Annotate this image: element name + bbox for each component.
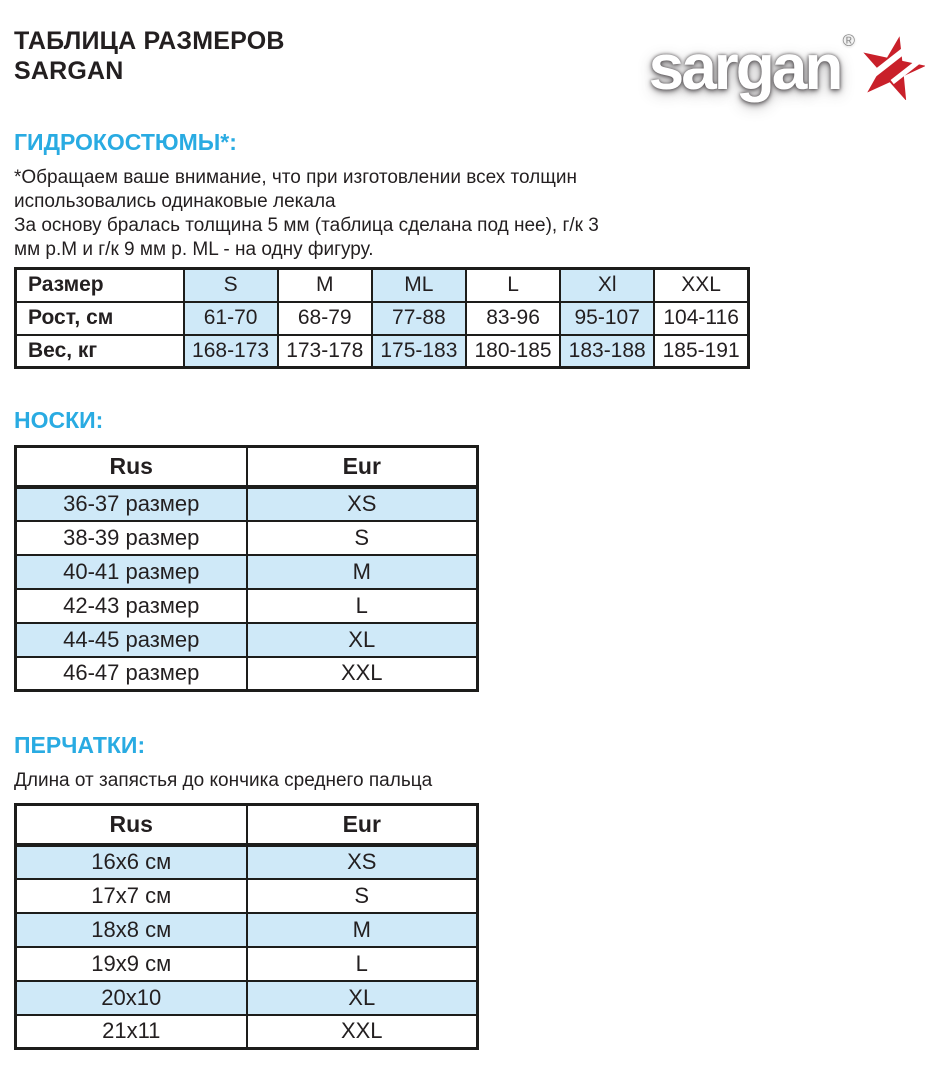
section-heading-socks: НОСКИ:	[14, 407, 104, 433]
row-label-cell: Рост, см	[16, 302, 184, 335]
page-title-line-1: ТАБЛИЦА РАЗМЕРОВ	[14, 27, 285, 55]
column-header-cell: M	[278, 269, 372, 302]
wetsuits-note-line: использовались одинаковые лекала	[14, 191, 336, 212]
table-cell: XL	[247, 981, 478, 1015]
column-header-cell: Xl	[560, 269, 654, 302]
table-cell: 40-41 размер	[16, 555, 247, 589]
table-row	[16, 657, 478, 691]
table-cell: 77-88	[372, 302, 466, 335]
wetsuits-note-line: *Обращаем ваше внимание, что при изготовлении всех толщин	[14, 167, 577, 188]
table-cell: 38-39 размер	[16, 521, 247, 555]
column-header-cell: ML	[372, 269, 466, 302]
table-cell: 180-185	[466, 335, 560, 368]
table-cell: 36-37 размер	[16, 487, 247, 521]
table-cell: 16х6 см	[16, 845, 247, 879]
table-cell: 183-188	[560, 335, 654, 368]
column-header-cell: Eur	[247, 447, 478, 487]
table-cell: 18х8 см	[16, 913, 247, 947]
table-row	[16, 981, 478, 1015]
table-cell: 168-173	[184, 335, 278, 368]
column-header-cell: S	[184, 269, 278, 302]
column-header-cell: L	[466, 269, 560, 302]
section-heading-wetsuits: ГИДРОКОСТЮМЫ*:	[14, 129, 237, 155]
table-cell: 173-178	[278, 335, 372, 368]
table-cell: L	[247, 589, 478, 623]
table-row	[16, 335, 749, 368]
column-header-cell: Rus	[16, 447, 247, 487]
table-cell: S	[247, 879, 478, 913]
table-cell: XXL	[247, 657, 478, 691]
sargan-logo	[649, 22, 925, 112]
table-row	[16, 623, 478, 657]
sargan-logo-wordmark: sargan	[648, 31, 841, 103]
wetsuits-note	[14, 166, 951, 262]
wetsuits-size-table	[14, 267, 750, 369]
table-cell: 83-96	[466, 302, 560, 335]
table-row	[16, 521, 478, 555]
table-cell: 95-107	[560, 302, 654, 335]
table-row	[16, 589, 478, 623]
socks-size-table	[14, 445, 479, 692]
table-row	[16, 302, 749, 335]
table-cell: M	[247, 555, 478, 589]
wetsuits-note-line: мм р.М и г/к 9 мм р. ML - на одну фигуру.	[14, 239, 374, 260]
table-cell: 19х9 см	[16, 947, 247, 981]
sargan-star-icon	[861, 34, 925, 100]
column-header-cell: Eur	[247, 805, 478, 845]
table-cell: M	[247, 913, 478, 947]
row-label-cell: Вес, кг	[16, 335, 184, 368]
table-cell: 21х11	[16, 1015, 247, 1049]
table-cell: 61-70	[184, 302, 278, 335]
wetsuits-note-line: За основу бралась толщина 5 мм (таблица сделана под нее), г/к 3	[14, 215, 599, 236]
table-row	[16, 555, 478, 589]
table-row	[16, 913, 478, 947]
table-cell: L	[247, 947, 478, 981]
table-cell: 175-183	[372, 335, 466, 368]
column-header-cell: Rus	[16, 805, 247, 845]
table-cell: 46-47 размер	[16, 657, 247, 691]
table-cell: 17х7 см	[16, 879, 247, 913]
table-row	[16, 845, 478, 879]
table-cell: XXL	[247, 1015, 478, 1049]
table-cell: XL	[247, 623, 478, 657]
table-cell: 20х10	[16, 981, 247, 1015]
gloves-size-table	[14, 803, 479, 1050]
table-row	[16, 269, 749, 302]
table-cell: 104-116	[654, 302, 748, 335]
table-row	[16, 1015, 478, 1049]
table-cell: XS	[247, 845, 478, 879]
table-cell: 68-79	[278, 302, 372, 335]
table-row	[16, 805, 478, 845]
table-cell: 185-191	[654, 335, 748, 368]
table-row	[16, 879, 478, 913]
section-heading-gloves: ПЕРЧАТКИ:	[14, 732, 146, 758]
table-row	[16, 947, 478, 981]
page-title-line-2: SARGAN	[14, 57, 124, 85]
table-row	[16, 487, 478, 521]
table-cell: 44-45 размер	[16, 623, 247, 657]
gloves-measure-note: Длина от запястья до кончика среднего пальца	[14, 770, 433, 791]
table-cell: XS	[247, 487, 478, 521]
table-cell: S	[247, 521, 478, 555]
registered-trademark-icon: ®	[842, 31, 855, 50]
table-row	[16, 447, 478, 487]
column-header-cell: XXL	[654, 269, 748, 302]
column-header-cell: Размер	[16, 269, 184, 302]
table-cell: 42-43 размер	[16, 589, 247, 623]
